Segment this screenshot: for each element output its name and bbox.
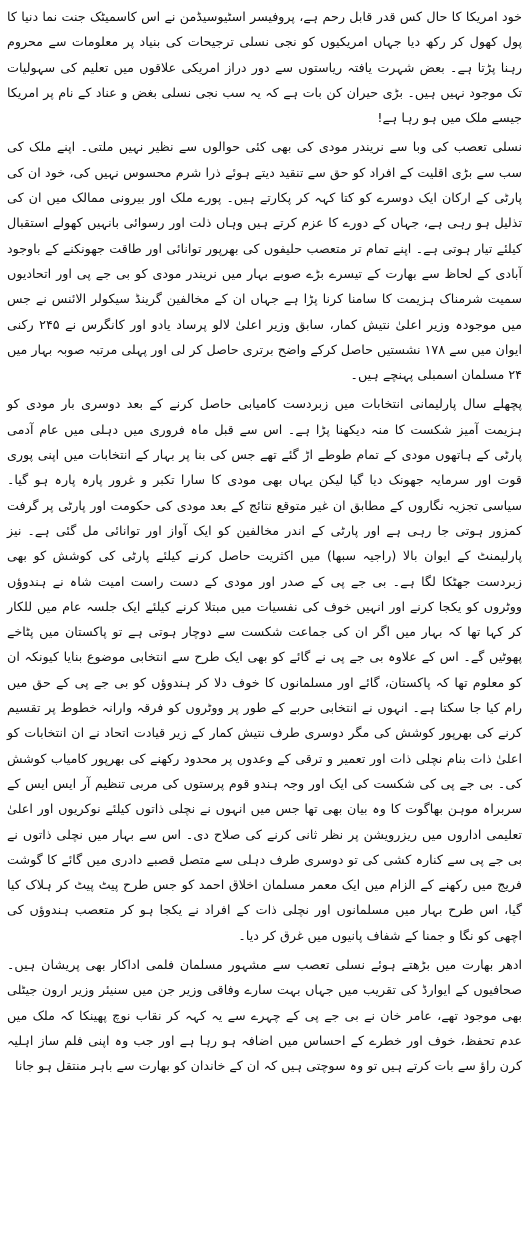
article-paragraph: پچھلے سال پارلیمانی انتخابات میں زبردست کامیابی حاصل کرنے کے بعد دوسری بار مودی کو ہزیمت آمیز شکست کا منہ دیکھنا پڑا ہے۔ اس سے قبل ماہ فروری میں دہلی میں عام آدمی پارٹی کے ہاتھوں مودی کے تمام طوطے اڑ گئے تھے جس کی بنا پر بہار کے انتخابات میں اپنی پوری قوت اور سرمایہ جھونک دیا گیا لیکن یہاں بھی مودی کا سارا تکبر و غرور پارہ پارہ ہو گیا۔ سیاسی تجزیہ نگاروں کے مطابق ان غیر متوقع نتائج کے بعد مودی کی حکومت اور پارٹی پر گرفت کمزور ہوتی جا رہی ہے اور پارٹی کے اندر مخالفین کو ایک آواز اور توانائی مل گئی ہے۔ نیز پارلیمنٹ کے ایوان بالا (راجیہ سبھا) میں اکثریت حاصل کرنے کیلئے پارٹی کی کوشش کو بھی زبردست جھٹکا لگا ہے۔ بی جے پی کے صدر اور مودی کے دست راست امیت شاہ نے ہندوؤں ووٹروں کو یکجا کرنے اور انہیں خوف کی نفسیات میں مبتلا کرنے کیلئے ایک جلسہ عام میں للکار کر کہا تھا کہ بہار میں اگر ان کی جماعت شکست سے دوچار ہوتی ہے تو پاکستان میں پٹاخے پھوٹیں گے۔ اس کے علاوہ بی جے پی نے گائے کو بھی ایک طرح سے انتخابی موضوع بنایا کیونکہ ان کو معلوم تھا کہ پاکستان، گائے اور مسلمانوں کا خوف دلا کر ہندوؤں کو بی جے پی کے حق میں رام کیا جا سکتا ہے۔ انہوں نے انتخابی حربے کے طور پر ووٹروں کو فرقہ وارانہ خطوط پر تقسیم کرنے کی بھرپور کوشش کی مگر دوسری طرف نتیش کمار کے زیر قیادت اتحاد نے ان انتخابات کو اعلیٰ ذات بنام نچلی ذات اور تعمیر و ترقی کے وعدوں پر محدود رکھنے کی بھرپور کامیاب کوشش کی۔ بی جے پی کی شکست کی ایک اور وجہ ہندو قوم پرستوں کی مربی تنظیم آر ایس ایس کے سربراہ موہن بھاگوت کا وہ بیان بھی تھا جس میں انہوں نے نچلی ذاتوں کیلئے نوکریوں اور اعلیٰ تعلیمی اداروں میں ریزرویشن پر نظر ثانی کرنے کی صلاح دی۔ اس سے بہار میں نچلی ذاتوں نے بی جے پی سے کنارہ کشی کی تو دوسری طرف دہلی سے متصل قصبے دادری میں گائے کا گوشت فریج میں رکھنے کے الزام میں ایک معمر مسلمان اخلاق احمد کو جس طرح پیٹ پیٹ کر ہلاک کیا گیا، اس طرح بہار میں مسلمانوں اور نچلی ذات کے افراد نے یکجا ہو کر متعصب ہندوؤں کی اچھی کو نگا و جمنا کے شفاف پانیوں میں غرق کر دیا۔ bbox=[7, 396, 522, 943]
article-paragraph: ادھر بھارت میں بڑھتے ہوئے نسلی تعصب سے مشہور مسلمان فلمی اداکار بھی پریشان ہیں۔ صحافیوں کے ایوارڈ کی تقریب میں جہاں بہت سارے وفاقی وزیر جن میں سنیئر وزیر ارون جیٹلی بھی موجود تھے، عامر خان نے بی جے پی کے چہرے سے یہ کہہ کر نقاب نوچ پھینکا کہ ملک میں عدم تحفظ، خوف اور خطرے کے احساس میں اضافہ ہو رہا ہے اور جب وہ اپنی فلم ساز اہلیہ کرن راؤ سے بات کرتے ہیں تو وہ سوچتی ہیں کہ ان کے خاندان کو بھارت سے باہر منتقل ہو جانا bbox=[7, 956, 522, 1074]
article-paragraph: نسلی تعصب کی وبا سے نریندر مودی کی بھی کئی حوالوں سے نظیر نہیں ملتی۔ اپنے ملک کی سب سے بڑی اقلیت کے افراد کو حق سے تنقید دیتے ہوئے ذرا شرم محسوس نہیں کی، خود ان کی پارٹی کے ارکان ایک دوسرے کو کتا کہہ کر پکارتے ہیں۔ پورے ملک اور بیرونی ممالک میں ان کی تذلیل ہو رہی ہے، جہاں کے دورے کا عزم کرتے ہیں وہاں ذلت اور رسوائی بانہیں کھولے استقبال کیلئے تیار ہوتی ہے۔ اپنے تمام تر متعصب حلیفوں کی بھرپور توانائی اور طاقت جھونکنے کے باوجود آبادی کے لحاظ سے بھارت کے تیسرے بڑے صوبے بہار میں نریندر مودی کو بی جے پی اور اتحادیوں سمیت شرمناک ہزیمت کا سامنا کرنا پڑا ہے جہاں ان کے مخالفین گرینڈ سیکولر الائنس نے جس میں موجودہ وزیر اعلیٰ نتیش کمار، سابق وزیر اعلیٰ لالو پرساد یادو اور کانگرس نے ۲۴۵ رکنی ایوان میں سے ۱۷۸ نشستیں حاصل کرکے واضح برتری حاصل کر لی اور پہلی مرتبہ صوبہ بہار میں ۲۴ مسلمان اسمبلی پہنچے ہیں۔ bbox=[7, 139, 523, 383]
article-paragraph: خود امریکا کا حال کس قدر قابل رحم ہے، پروفیسر اسٹیوسیڈمن نے اس کاسمیٹک جنت نما دنیا کا پول کھول کر رکھ دیا جہاں امریکیوں کو نجی نسلی ترجیحات کی بنیاد پر معلومات سے محروم رہنا پڑتا ہے۔ بعض شہرت یافتہ ریاستوں سے دور دراز امریکی علاقوں میں تعلیم کی سہولیات تک موجود نہیں ہیں۔ بڑی حیران کن بات ہے کہ یہ سب نجی نسلی بغض و عناد کے نام پر امریکا جیسے ملک میں ہو رہا ہے! bbox=[7, 9, 522, 126]
